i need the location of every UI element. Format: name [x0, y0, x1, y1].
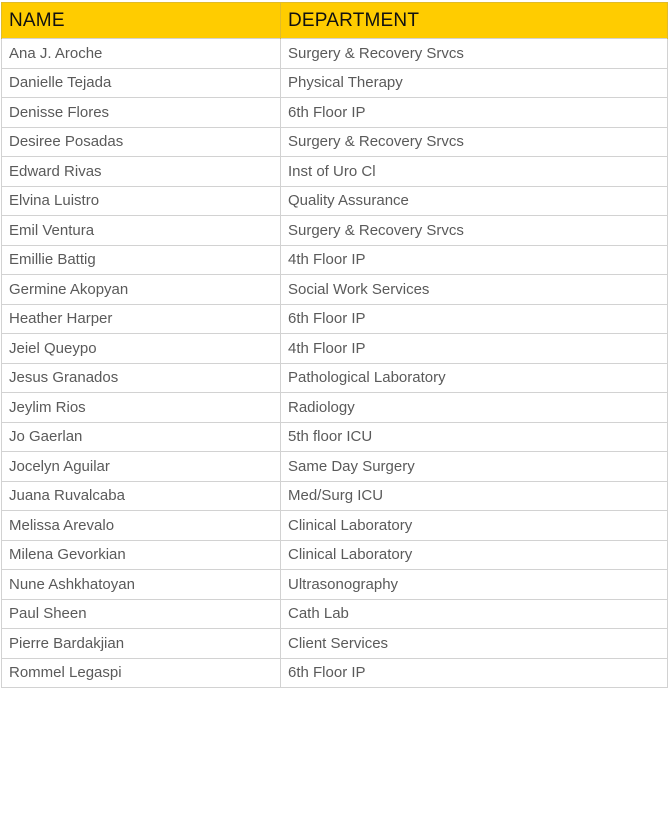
department-cell: Clinical Laboratory	[281, 540, 668, 570]
employee-name-cell: Elvina Luistro	[2, 186, 281, 216]
employee-name-cell: Rommel Legaspi	[2, 658, 281, 688]
table-row	[2, 481, 668, 511]
employee-name-cell: Milena Gevorkian	[2, 540, 281, 570]
table-row	[2, 304, 668, 334]
employee-name-cell: Jesus Granados	[2, 363, 281, 393]
table-row	[2, 68, 668, 98]
table-body	[2, 39, 668, 688]
department-cell: 6th Floor IP	[281, 98, 668, 128]
table-row	[2, 658, 668, 688]
employee-name-cell: Emillie Battig	[2, 245, 281, 275]
table-row	[2, 629, 668, 659]
table-row	[2, 127, 668, 157]
department-cell: Med/Surg ICU	[281, 481, 668, 511]
department-cell: Ultrasonography	[281, 570, 668, 600]
department-cell: 4th Floor IP	[281, 245, 668, 275]
table-row	[2, 98, 668, 128]
table-row	[2, 216, 668, 246]
table-row	[2, 275, 668, 305]
table-row	[2, 511, 668, 541]
department-cell: Radiology	[281, 393, 668, 423]
table-row	[2, 157, 668, 187]
department-cell: Same Day Surgery	[281, 452, 668, 482]
table-header	[2, 3, 668, 39]
employee-name-cell: Jeylim Rios	[2, 393, 281, 423]
table-row	[2, 540, 668, 570]
employee-name-cell: Edward Rivas	[2, 157, 281, 187]
department-cell: Client Services	[281, 629, 668, 659]
employee-name-cell: Jeiel Queypo	[2, 334, 281, 364]
employee-name-cell: Nune Ashkhatoyan	[2, 570, 281, 600]
employee-name-cell: Paul Sheen	[2, 599, 281, 629]
department-cell: Cath Lab	[281, 599, 668, 629]
table-row	[2, 570, 668, 600]
department-cell: 5th floor ICU	[281, 422, 668, 452]
employee-name-cell: Danielle Tejada	[2, 68, 281, 98]
employee-name-cell: Denisse Flores	[2, 98, 281, 128]
table-row	[2, 363, 668, 393]
department-cell: Quality Assurance	[281, 186, 668, 216]
employee-name-cell: Melissa Arevalo	[2, 511, 281, 541]
department-cell: 4th Floor IP	[281, 334, 668, 364]
name-column-header: NAME	[2, 3, 281, 39]
department-cell: Clinical Laboratory	[281, 511, 668, 541]
staff-department-table	[1, 2, 668, 688]
table-row	[2, 452, 668, 482]
employee-name-cell: Emil Ventura	[2, 216, 281, 246]
employee-name-cell: Jo Gaerlan	[2, 422, 281, 452]
table-row	[2, 334, 668, 364]
department-cell: 6th Floor IP	[281, 658, 668, 688]
employee-name-cell: Jocelyn Aguilar	[2, 452, 281, 482]
employee-name-cell: Desiree Posadas	[2, 127, 281, 157]
department-column-header: DEPARTMENT	[281, 3, 668, 39]
table-row	[2, 599, 668, 629]
department-cell: Physical Therapy	[281, 68, 668, 98]
department-cell: 6th Floor IP	[281, 304, 668, 334]
employee-name-cell: Germine Akopyan	[2, 275, 281, 305]
table-row	[2, 245, 668, 275]
table-row	[2, 186, 668, 216]
employee-name-cell: Juana Ruvalcaba	[2, 481, 281, 511]
department-cell: Surgery & Recovery Srvcs	[281, 216, 668, 246]
department-cell: Social Work Services	[281, 275, 668, 305]
department-cell: Surgery & Recovery Srvcs	[281, 127, 668, 157]
table-row	[2, 422, 668, 452]
table-row	[2, 393, 668, 423]
employee-name-cell: Pierre Bardakjian	[2, 629, 281, 659]
department-cell: Inst of Uro Cl	[281, 157, 668, 187]
employee-name-cell: Heather Harper	[2, 304, 281, 334]
employee-name-cell: Ana J. Aroche	[2, 39, 281, 69]
header-row	[2, 3, 668, 39]
department-cell: Pathological Laboratory	[281, 363, 668, 393]
table-row	[2, 39, 668, 69]
department-cell: Surgery & Recovery Srvcs	[281, 39, 668, 69]
